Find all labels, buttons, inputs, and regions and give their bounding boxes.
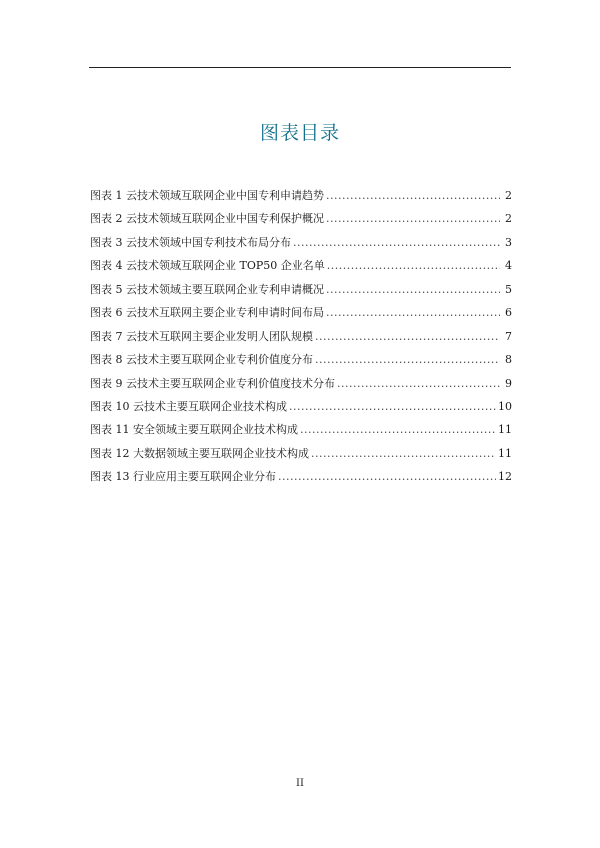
toc-entry-label: 图表 6 云技术互联网主要企业专利申请时间布局 [90,306,324,320]
toc-entry-page: 10 [498,399,512,413]
toc-entry-label: 图表 8 云技术主要互联网企业专利价值度分布 [90,353,313,367]
page-number: II [296,778,304,789]
dot-leader [300,418,496,441]
toc-entry-3[interactable] [90,231,512,254]
toc-entry-label: 图表 13 行业应用主要互联网企业分布 [90,470,276,484]
dot-leader [337,372,500,395]
dot-leader [293,231,500,254]
toc-entry-page: 7 [505,329,512,343]
dot-leader [327,254,500,277]
toc-entry-page: 11 [498,446,512,460]
toc-entry-5[interactable] [90,278,512,301]
toc-entry-9[interactable] [90,372,512,395]
toc-entry-13[interactable] [90,465,512,488]
toc-entry-4[interactable] [90,254,512,277]
toc-entry-12[interactable] [90,442,512,465]
dot-leader [326,207,500,230]
toc-entry-page: 5 [505,282,512,296]
toc-entry-page: 9 [505,376,512,390]
toc-entry-label: 图表 1 云技术领域互联网企业中国专利申请趋势 [90,189,324,202]
toc-entry-page: 8 [505,353,512,367]
toc-entry-page: 6 [505,306,512,320]
toc-entry-label: 图表 5 云技术领域主要互联网企业专利申请概况 [90,282,324,296]
dot-leader [311,442,496,465]
toc-entry-page: 2 [505,189,512,202]
toc-entry-page: 11 [498,423,512,437]
dot-leader [278,465,496,488]
page-title: 图表目录 [259,122,340,144]
toc-entry-page: 3 [505,235,512,249]
toc-entry-11[interactable] [90,418,512,441]
dot-leader [326,301,500,324]
toc-entry-label: 图表 3 云技术领域中国专利技术布局分布 [90,235,291,249]
header-rule [89,67,511,68]
dot-leader [326,184,500,207]
dot-leader [315,325,500,348]
toc-entry-label: 图表 9 云技术主要互联网企业专利价值度技术分布 [90,376,335,390]
toc-entry-label: 图表 4 云技术领域互联网企业 TOP50 企业名单 [90,259,325,273]
toc-entry-label: 图表 10 云技术主要互联网企业技术构成 [90,399,287,413]
table-of-figures [90,184,512,489]
dot-leader [315,348,500,371]
toc-entry-7[interactable] [90,325,512,348]
toc-entry-page: 2 [505,212,512,226]
toc-entry-6[interactable] [90,301,512,324]
toc-entry-label: 图表 11 安全领域主要互联网企业技术构成 [90,423,298,437]
dot-leader [326,278,500,301]
toc-entry-label: 图表 7 云技术互联网主要企业发明人团队规模 [90,329,313,343]
toc-entry-label: 图表 2 云技术领域互联网企业中国专利保护概况 [90,212,324,226]
toc-entry-10[interactable] [90,395,512,418]
toc-entry-2[interactable] [90,207,512,230]
toc-entry-label: 图表 12 大数据领域主要互联网企业技术构成 [90,446,309,460]
dot-leader [289,395,496,418]
toc-entry-1[interactable] [90,184,512,207]
toc-entry-page: 12 [498,470,512,484]
toc-entry-8[interactable] [90,348,512,371]
toc-entry-page: 4 [505,259,512,273]
